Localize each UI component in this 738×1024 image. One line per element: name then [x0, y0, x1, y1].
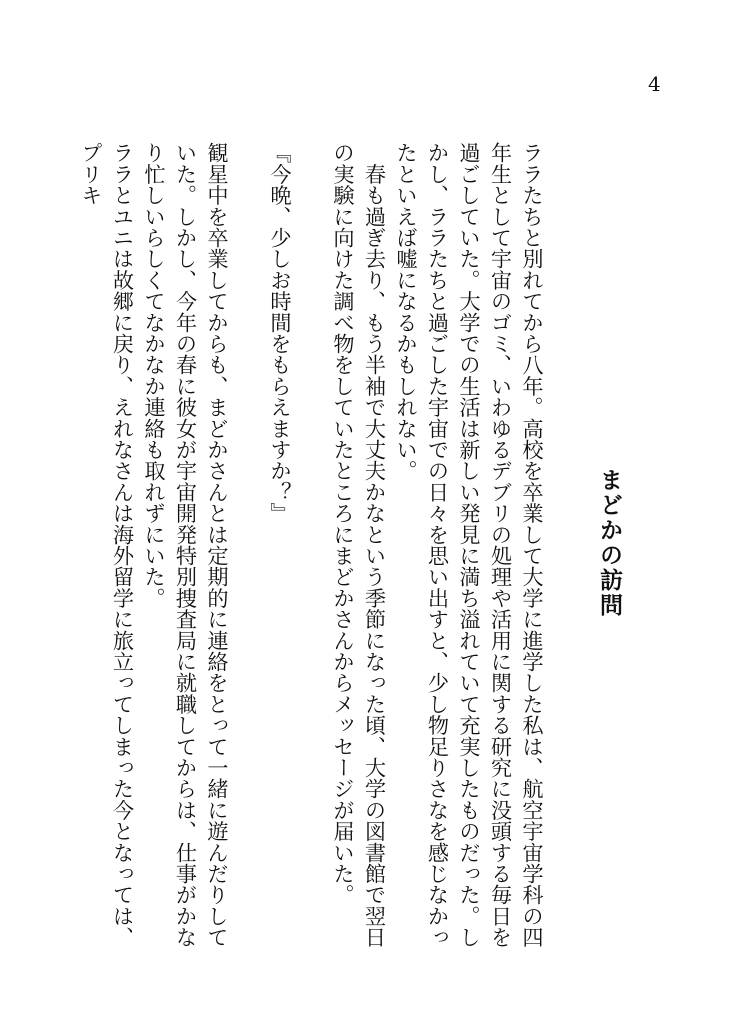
body-text: [79, 142, 548, 962]
page-number: 4: [648, 72, 661, 96]
paragraph: 春も過ぎ去り、もう半袖で大丈夫かなという季節になった頃、大学の図書館で翌日の実験に向けた調べ物をしていたところにまどかさんからメッセージが届いた。: [331, 142, 388, 948]
paragraph: 『今晩、少しお時間をもらえますか？』: [268, 142, 293, 524]
paragraph: ララとユニは故郷に戻り、えれなさんは海外留学に旅立ってしまった今となっては、プリキ: [79, 142, 136, 948]
paragraph: 観星中を卒業してからも、まどかさんとは定期的に連絡をとって一緒に遊んだりしていた。しかし、今年の春に彼女が宇宙開発特別捜査局に就職してからは、仕事がかなり忙しいらしくてなかなか連絡も取れずにいた。: [142, 142, 230, 948]
paragraph: ララたちと別れてから八年。高校を卒業して大学に進学した私は、航空宇宙学科の四年生として宇宙のゴミ、いわゆるデブリの処理や活用に関する研究に没頭する毎日を過ごしていた。大学での生活は新しい発見に満ち溢れていて充実したものだった。しかし、ララたちと過ごした宇宙での日々を思い出すと、少し物足りさなを感じなかったといえば嘘になるかもしれない。: [394, 142, 545, 948]
chapter-title: まどかの訪問: [596, 468, 623, 618]
